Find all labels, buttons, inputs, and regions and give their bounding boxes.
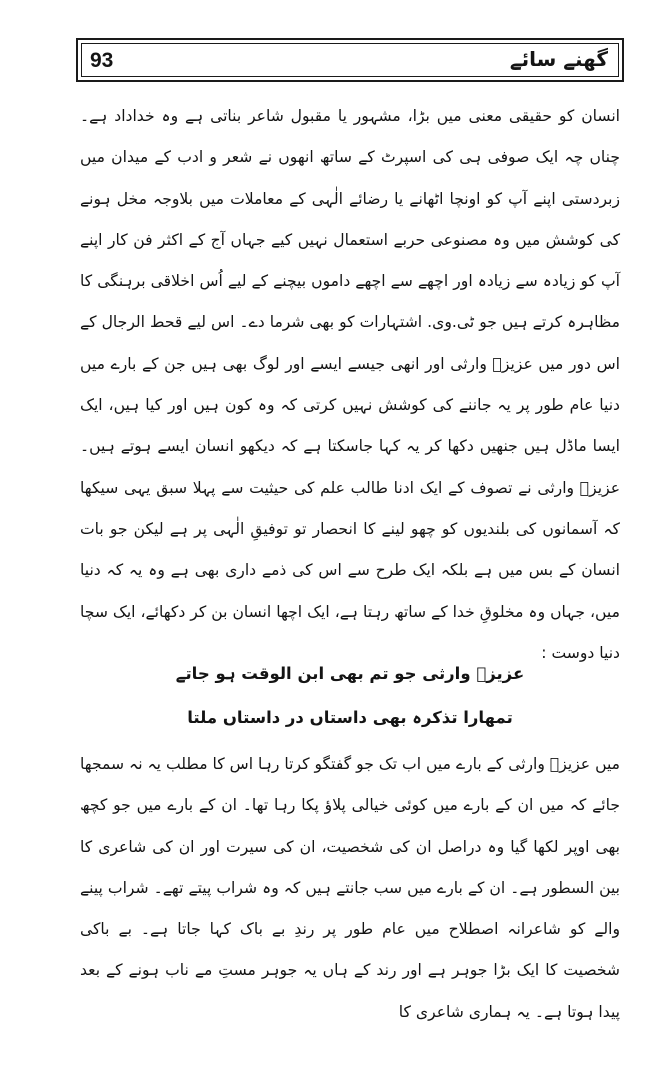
running-title: گھنے سائے	[509, 47, 608, 71]
paragraph-1: انسان کو حقیقی معنی میں بڑا، مشہور یا مقبول شاعر بناتی ہے وہ خداداد ہے۔ چناں چہ ایک صوفی ہی کی اسپرٹ کے ساتھ انھوں نے شعر و ادب کے میدان میں زبردستی اپنے آپ کو اونچا اٹھانے یا رضائے الٰہی کے معاملات میں بلاوجہ مخل ہونے کی کوشش میں وہ مصنوعی حربے استعمال نہیں کیے جہاں آج کے اکثر فن کار اپنے آپ کو زیادہ سے زیادہ اور اچھے سے اچھے داموں بیچنے کے لیے اُس اخلاقی برہنگی کا مظاہرہ کرتے ہیں جو ٹی.وی. اشتہارات کو بھی شرما دے۔ اس لیے قحط الرجال کے اس دور میں عزیزؔ وارثی اور انھی جیسے ایسے اور لوگ بھی ہیں جن کے بارے میں دنیا عام طور پر یہ جاننے کی کوشش نہیں کرتی کہ وہ کون ہیں اور کیا ہیں، ایک ایسا ماڈل ہیں جنھیں دکھا کر یہ کہا جاسکتا ہے کہ دیکھو انسان ایسے ہوتے ہیں۔ عزیزؔ وارثی نے تصوف کے ایک ادنا طالب علم کی حیثیت سے پہلا سبق یہی سیکھا کہ آسمانوں کی بلندیوں کو چھو لینے کا انحصار تو توفیقِ الٰہی پر ہے لیکن جو بات انسان کے بس میں ہے بلکہ ایک طرح سے اس کی ذمے داری بھی ہے وہ یہ کہ دنیا میں، جہاں وہ مخلوقِ خدا کے ساتھ رہتا ہے، ایک اچھا انسان بن کر دکھائے، ایک سچا دنیا دوست :	[80, 107, 620, 662]
paragraph-2: میں عزیزؔ وارثی کے بارے میں اب تک جو گفتگو کرتا رہا اس کا مطلب یہ نہ سمجھا جائے کہ میں ان کے بارے میں کوئی خیالی پلاؤ پکا رہا تھا۔ ان کے بارے میں جو کچھ بھی اوپر لکھا گیا وہ دراصل ان کی شخصیت، ان کی سیرت اور ان کی شاعری کا بین السطور ہے۔ ان کے بارے میں سب جانتے ہیں کہ وہ شراب پیتے تھے۔ شراب پینے والے کو شاعرانہ اصطلاح میں عام طور پر رندِ بے باک کہا جاتا ہے۔ بے باکی شخصیت کا ایک بڑا جوہر ہے اور رند کے ہاں یہ جوہر مستِ مے ناب ہونے کے بعد پیدا ہوتا ہے۔ یہ ہماری شاعری کا	[80, 755, 620, 1021]
verse-line-2: تمھارا تذکرہ بھی داستاں در داستاں ملتا	[187, 708, 513, 727]
page-header	[76, 38, 624, 82]
page-number: 93	[90, 49, 114, 72]
verse-line-1: عزیزؔ وارثی جو تم بھی ابن الوقت ہو جاتے	[175, 664, 525, 683]
